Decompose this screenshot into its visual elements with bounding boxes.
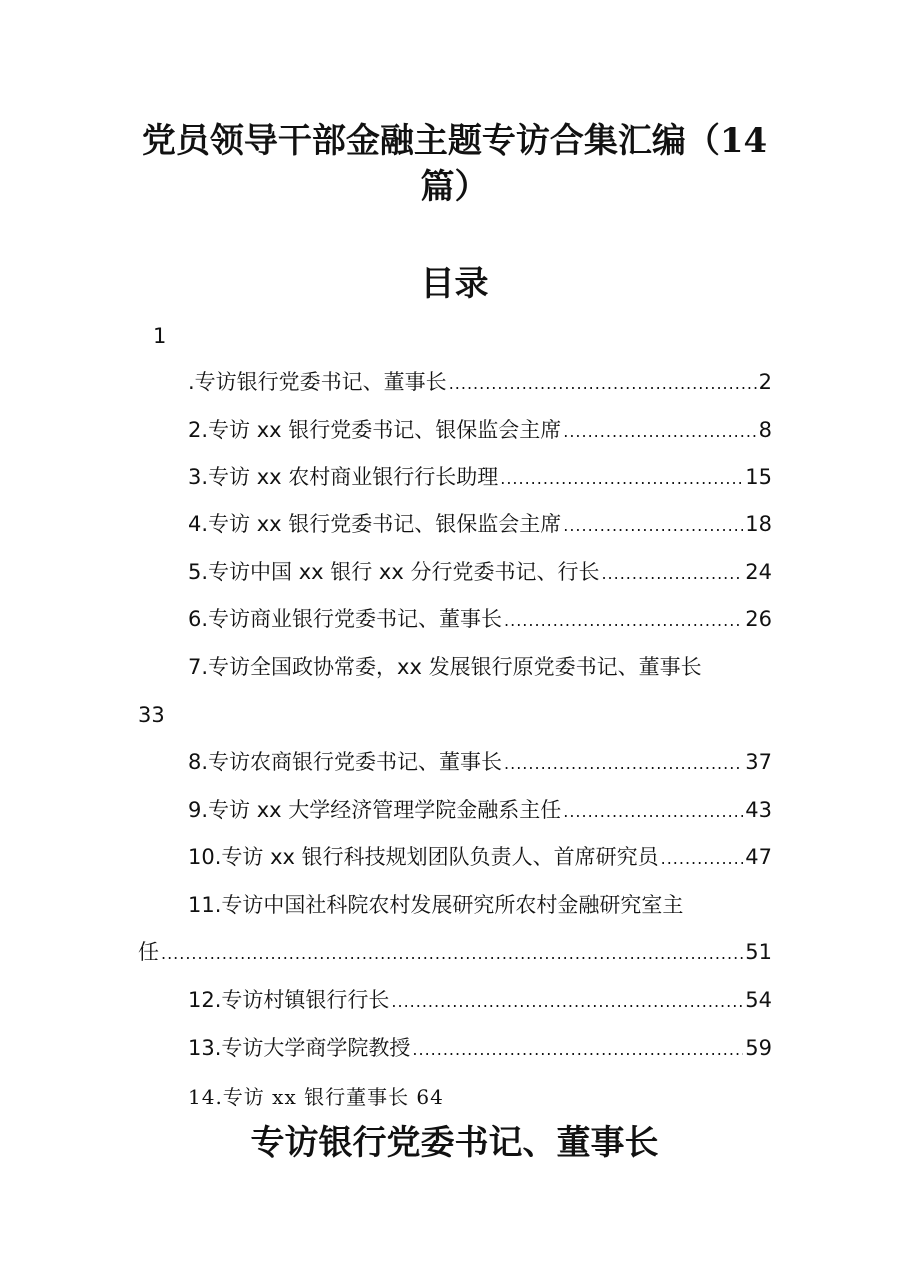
toc-entry-label: 8.专访农商银行党委书记、董事长: [188, 750, 503, 774]
toc-entry[interactable]: [188, 748, 772, 778]
toc-entry-label: 3.专访 xx 农村商业银行行长助理: [188, 465, 499, 489]
toc-leader-dots: [449, 370, 757, 398]
document-title: [138, 118, 771, 210]
toc-entry-label: 2.专访 xx 银行党委书记、银保监会主席: [188, 418, 562, 442]
toc-entry-label[interactable]: 11.专访中国社科院农村发展研究所农村金融研究室主: [188, 893, 684, 917]
toc-entry[interactable]: [188, 843, 772, 873]
toc-entry[interactable]: [188, 986, 772, 1016]
toc-leader-dots: [661, 845, 744, 873]
toc-entry[interactable]: [138, 938, 772, 968]
toc-entry-label: .专访银行党委书记、董事长: [188, 370, 447, 394]
toc-entry-label: 4.专访 xx 银行党委书记、银保监会主席: [188, 512, 562, 536]
toc-entry[interactable]: [188, 368, 772, 398]
toc-leader-dots: [563, 418, 756, 446]
toc-entry-page: 24: [745, 560, 772, 584]
toc-entry-page: 8: [758, 418, 772, 442]
toc-entry-page: 2: [758, 370, 772, 394]
toc-entry-page: 43: [745, 798, 772, 822]
toc-leader-dots: [412, 1036, 743, 1064]
toc-entry-page: 26: [745, 607, 772, 631]
toc-leader-dots: [504, 750, 743, 778]
toc-entry-page: 51: [745, 940, 772, 964]
toc-entry-page: 37: [745, 750, 772, 774]
toc-entry-page: 59: [745, 1036, 772, 1060]
toc-entry-label: 13.专访大学商学院教授: [188, 1036, 411, 1060]
toc-leader-dots: [391, 988, 743, 1016]
toc-entry-label: 12.专访村镇银行行长: [188, 988, 390, 1012]
toc-entry[interactable]: [188, 463, 772, 493]
toc-entry[interactable]: [188, 510, 772, 540]
section-title: 专访银行党委书记、董事长: [250, 1123, 659, 1163]
toc-leader-dots: [563, 512, 743, 540]
toc-entry-label: 5.专访中国 xx 银行 xx 分行党委书记、行长: [188, 560, 600, 584]
toc-leader-dots: [500, 465, 743, 493]
toc-entry[interactable]: [188, 1034, 772, 1064]
toc-leader-dots: [563, 798, 743, 826]
toc-leader-dots: [161, 940, 743, 968]
toc-leader-dots: [601, 560, 743, 588]
document-title-line-2: 篇）: [420, 167, 489, 207]
toc-entry-page: 54: [745, 988, 772, 1012]
toc-entry-label: 9.专访 xx 大学经济管理学院金融系主任: [188, 798, 562, 822]
toc-entry[interactable]: [188, 796, 772, 826]
toc-entry-label: 10.专访 xx 银行科技规划团队负责人、首席研究员: [188, 845, 659, 869]
toc-entry-label[interactable]: 14.专访 xx 银行董事长 64: [188, 1085, 444, 1109]
toc-heading: 目录: [420, 264, 489, 304]
toc-entry-page: 18: [745, 512, 772, 536]
toc-leader-dots: [504, 607, 743, 635]
toc-entry-label: 6.专访商业银行党委书记、董事长: [188, 607, 503, 631]
toc-entry[interactable]: [188, 605, 772, 635]
toc-entry[interactable]: [188, 558, 772, 588]
toc-entry-page: 33: [138, 703, 165, 727]
document-title-line-1: 党员领导干部金融主题专访合集汇编（14: [141, 121, 768, 161]
toc-lead-number: 1: [153, 324, 167, 348]
toc-entry-label: 任: [138, 940, 159, 964]
toc-entry-page: 47: [745, 845, 772, 869]
toc-entry[interactable]: [188, 416, 772, 446]
toc-entry-label[interactable]: 7.专访全国政协常委，xx 发展银行原党委书记、董事长: [188, 655, 702, 679]
toc-entry-page: 15: [745, 465, 772, 489]
